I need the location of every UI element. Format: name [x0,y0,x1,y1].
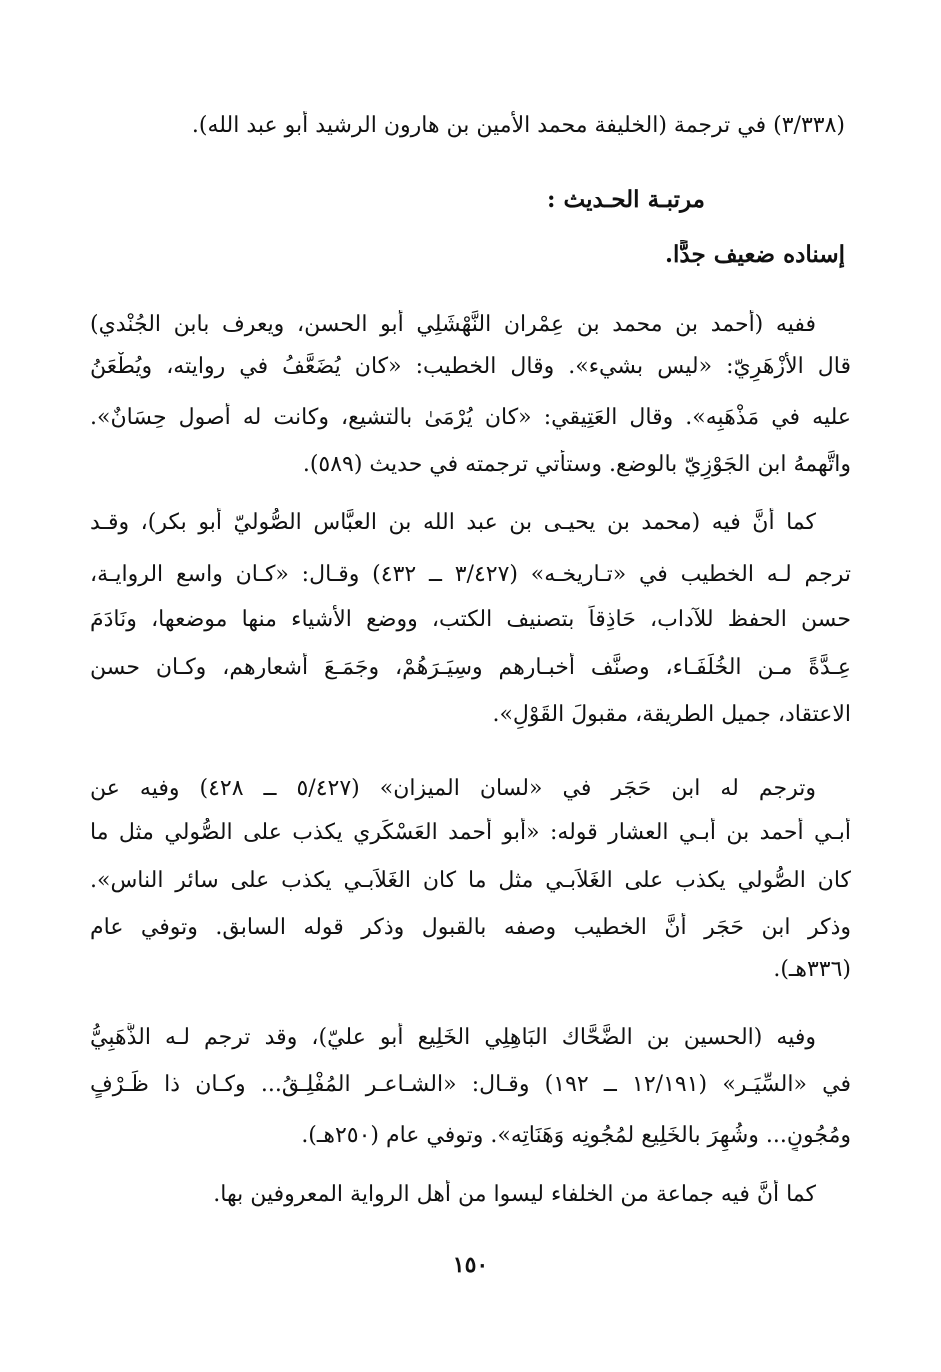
text-line: ففيه (أحمد بن محمد بن عِمْران النَّهْشَلِي أبو الحسن، ويعرف بابن الجُنْدي) [90,312,816,337]
text-line: حسن الحفظ للآداب، حَاذِقاً بتصنيف الكتب، ووضع الأشياء منها موضعها، ونَادَمَ [90,607,851,632]
grading-statement: إسناده ضعيف جدًّا. [665,241,845,268]
text-line: عليه في مَذْهَبِه». وقال العَتِيقي: «كان يُرْمَىٰ بالتشيع، وكانت له أصول حِسَانٌ». [90,405,851,430]
text-line: عِـدَّةً مـن الخُلَفَـاء، وصنَّف أخبـارهم وسِيَـرَهُمْ، وجَمَـعَ أشعارهم، وكـان حسن [90,655,851,680]
section-heading: مرتبـة الحـديث : [547,186,705,213]
text-line: كما أنَّ فيه جماعة من الخلفاء ليسوا من أهل الرواية المعروفين بها. [213,1182,816,1207]
text-line: ترجم لـه الخطيب في «تـاريخـه» (٣/٤٢٧ ــ ٤٣٢) وقـال: «كـان واسع الروايـة، [90,562,851,587]
text-line: وفيه (الحسين بن الضَّحَّاك البَاهِلِي الخَلِيع أبو عليّ)، وقد ترجم لـه الذَّهَبِيُّ [90,1025,816,1050]
text-line: واتَّهمهُ ابن الجَوْزِيّ بالوضع. وستأتي ترجمته في حديث (٥٨٩). [302,452,851,477]
text-line: ومُجُونٍ... وشُهِرَ بالخَلِيع لمُجُونِه وَهَنَاتِه». وتوفي عام (٢٥٠هـ). [301,1123,851,1148]
text-line: الاعتقاد، جميل الطريقة، مقبولَ القَوْلِ». [492,702,851,727]
text-line: قال الأَزْهَرِيّ: «ليس بشيء». وقال الخطيب: «كان يُضَعَّفُ في روايته، ويُطْعَنُ [90,354,851,379]
text-line: (٣/٣٣٨) في ترجمة (الخليفة محمد الأمين بن هارون الرشيد أبو عبد الله). [191,113,845,138]
text-line: كما أنَّ فيه (محمد بن يحيـى بن عبد الله بن العبَّاس الصُّوليّ أبو بكر)، وقـد [90,510,816,535]
text-line: في «السِّيَـر» (١٢/١٩١ ــ ١٩٢) وقـال: «الشـاعـر المُفْلِـقُ... وكـان ذا ظَـرْفٍ [90,1072,851,1097]
text-line: أبـي أحمد بن أبـي العشار قوله: «أبو أحمد العَسْكَري يكذب على الصُّولي مثل ما [90,820,851,845]
page-number: ١٥٠ [452,1252,489,1278]
text-line: وذكر ابن حَجَر أنَّ الخطيب وصفه بالقبول وذكر قوله السابق. وتوفي عام [90,915,851,940]
text-line: (٣٣٦هـ). [773,957,851,982]
text-line: كان الصُّولي يكذب على الغَلاَبـي مثل ما كان الغَلاَبـي يكذب على سائر الناس». [90,868,851,893]
text-line: وترجم له ابن حَجَر في «لسان الميزان» (٥/٤٢٧ ــ ٤٢٨) وفيه عن [90,776,816,801]
